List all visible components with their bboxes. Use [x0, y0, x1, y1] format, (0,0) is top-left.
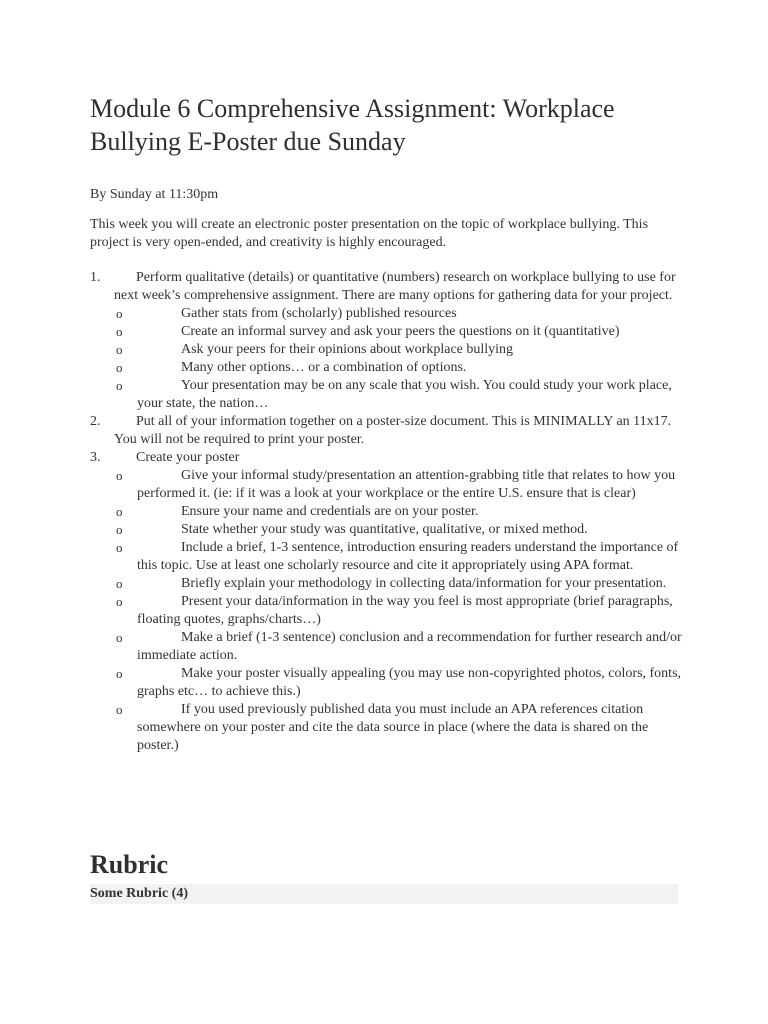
sub-bullet-item [90, 665, 690, 701]
step-number: 1. [90, 270, 101, 285]
sub-bullet-text: Make a brief (1-3 sentence) conclusion and a recommendation for further research and/or immediate action. [137, 630, 682, 663]
bullet-marker: o [116, 342, 123, 357]
step-text: Create your poster [136, 450, 240, 465]
sub-bullet-item [90, 359, 690, 377]
bullet-marker: o [116, 324, 123, 339]
sub-bullet-item [90, 323, 690, 341]
step-number: 3. [90, 450, 101, 465]
sub-bullet-item [90, 305, 690, 323]
sub-bullet-text: Include a brief, 1-3 sentence, introduction ensuring readers understand the importance of this topic. Use at least one scholarly resource and cite it appropriately using APA format. [137, 540, 679, 573]
sub-bullet-text: Create an informal survey and ask your peers the questions on it (quantitative) [181, 324, 620, 339]
sub-bullet-text: State whether your study was quantitative, qualitative, or mixed method. [181, 522, 588, 537]
page-title: Module 6 Comprehensive Assignment: Workplace Bullying E-Poster due Sunday [90, 94, 615, 156]
step-item [90, 413, 690, 449]
rubric-bar[interactable]: Some Rubric (4) [90, 884, 678, 904]
sub-bullet-item [90, 503, 690, 521]
bullet-marker: o [116, 540, 123, 555]
rubric-heading: Rubric [90, 850, 168, 879]
sub-bullet-item [90, 521, 690, 539]
due-date-line: By Sunday at 11:30pm [90, 187, 219, 202]
step-text: Perform qualitative (details) or quantitative (numbers) research on workplace bullying to use for next week’s comprehensive assignment. There are many options for gathering data for your project. [114, 270, 676, 303]
sub-bullet-text: Gather stats from (scholarly) published resources [181, 306, 457, 321]
sub-bullet-item [90, 539, 690, 575]
sub-bullet-text: Make your poster visually appealing (you may use non-copyrighted photos, colors, fonts, graphs etc… to achieve this.) [137, 666, 682, 699]
bullet-marker: o [116, 702, 123, 717]
sub-bullet-item [90, 341, 690, 359]
bullet-marker: o [116, 468, 123, 483]
sub-bullet-item [90, 467, 690, 503]
step-text: Put all of your information together on a poster-size document. This is MINIMALLY an 11x17. You will not be required to print your poster. [114, 414, 672, 447]
sub-bullet-text: If you used previously published data you must include an APA references citation somewhere on your poster and cite the data source in place (where the data is shared on the poster.) [137, 702, 649, 753]
bullet-marker: o [116, 504, 123, 519]
bullet-marker: o [116, 576, 123, 591]
bullet-marker: o [116, 666, 123, 681]
step-item [90, 269, 690, 305]
sub-bullet-item [90, 629, 690, 665]
sub-bullet-text: Give your informal study/presentation an attention-grabbing title that relates to how you performed it. (ie: if it was a look at your workplace or the entire U.S. ensure that is clear) [137, 468, 676, 501]
bullet-marker: o [116, 360, 123, 375]
bullet-marker: o [116, 306, 123, 321]
bullet-marker: o [116, 594, 123, 609]
sub-bullet-item [90, 701, 690, 755]
sub-bullet-item [90, 593, 690, 629]
sub-bullet-item [90, 575, 690, 593]
instructions-list [90, 269, 690, 755]
intro-paragraph: This week you will create an electronic poster presentation on the topic of workplace bullying. This project is very open-ended, and creativity is highly encouraged. [90, 217, 649, 250]
sub-bullet-text: Ask your peers for their opinions about workplace bullying [181, 342, 514, 357]
bullet-marker: o [116, 378, 123, 393]
sub-bullet-text: Briefly explain your methodology in collecting data/information for your presentation. [181, 576, 667, 591]
step-number: 2. [90, 414, 101, 429]
sub-bullet-item [90, 377, 690, 413]
bullet-marker: o [116, 630, 123, 645]
sub-bullet-text: Present your data/information in the way you feel is most appropriate (brief paragraphs, floating quotes, graphs/charts…) [137, 594, 673, 627]
sub-bullet-text: Ensure your name and credentials are on your poster. [181, 504, 479, 519]
sub-bullet-text: Your presentation may be on any scale that you wish. You could study your work place, your state, the nation… [137, 378, 672, 411]
sub-bullet-text: Many other options… or a combination of options. [181, 360, 467, 375]
bullet-marker: o [116, 522, 123, 537]
step-item [90, 449, 690, 467]
